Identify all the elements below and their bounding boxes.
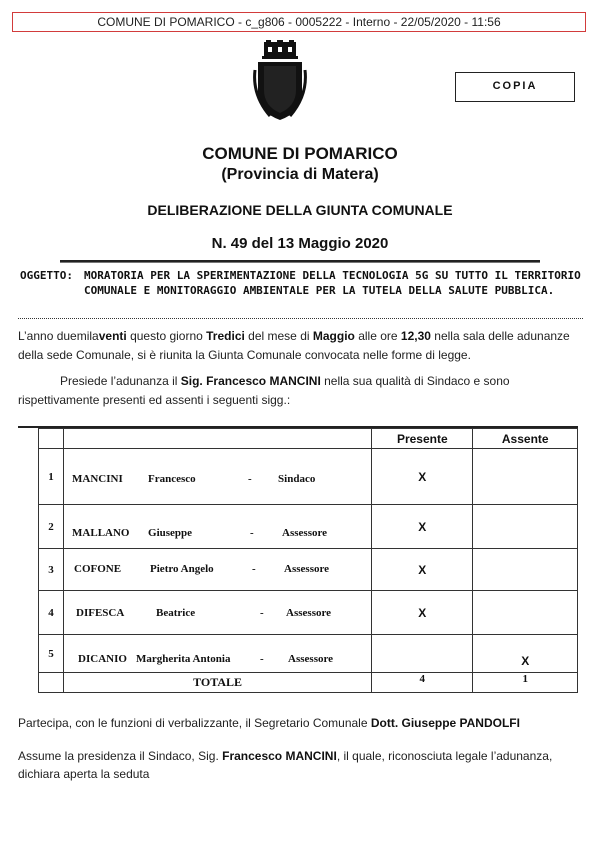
presente-mark: X — [372, 505, 473, 549]
intro-year: venti — [98, 329, 127, 343]
intro-text: alle ore — [354, 329, 401, 343]
municipality-title: COMUNE DI POMARICO — [202, 144, 398, 163]
title-rule-thin — [60, 262, 540, 263]
president-text: nella sua qualità di Sindaco e sono rispettivamente presenti ed assenti i seguenti sigg.: — [18, 374, 510, 407]
secretary-name: Dott. Giuseppe PANDOLFI — [370, 716, 520, 730]
assente-mark — [473, 591, 578, 635]
presente-mark: X — [372, 449, 473, 505]
deliberation-title: DELIBERAZIONE DELLA GIUNTA COMUNALE — [147, 202, 453, 218]
presente-mark: X — [372, 591, 473, 635]
row-number: 4 — [39, 591, 64, 635]
assente-mark — [473, 449, 578, 505]
presidency-name: Francesco MANCINI — [222, 749, 337, 763]
member-role: Assessore — [286, 607, 332, 619]
intro-paragraph — [18, 327, 588, 365]
member-firstname: Pietro Angelo — [150, 563, 214, 575]
member-dash: - — [250, 527, 254, 539]
table-total-row — [39, 673, 578, 693]
member-surname: MANCINI — [72, 473, 123, 485]
member-firstname: Beatrice — [156, 607, 196, 619]
total-label: TOTALE — [64, 673, 372, 693]
member-role: Assessore — [282, 527, 328, 539]
header-name — [64, 429, 372, 449]
president-name: Sig. Francesco MANCINI — [180, 374, 321, 388]
row-number: 3 — [39, 549, 64, 591]
member-role: Sindaco — [278, 473, 316, 485]
member-dash: - — [248, 473, 252, 485]
copia-stamp: COPIA — [455, 72, 575, 102]
presidency-paragraph — [18, 747, 588, 783]
protocol-stamp: COMUNE DI POMARICO - c_g806 - 0005222 - Interno - 22/05/2020 - 11:56 — [12, 12, 586, 32]
assente-mark — [473, 505, 578, 549]
assente-mark — [473, 549, 578, 591]
member-surname: DIFESCA — [76, 607, 125, 619]
intro-text: questo giorno — [126, 329, 207, 343]
member-cell — [64, 449, 372, 505]
member-dash: - — [252, 563, 256, 575]
member-role: Assessore — [284, 563, 330, 575]
row-number: 5 — [39, 635, 64, 673]
member-firstname: Margherita Antonia — [136, 653, 231, 665]
total-num-cell — [39, 673, 64, 693]
total-assenti: 1 — [473, 673, 578, 693]
member-surname: COFONE — [74, 563, 122, 575]
total-presenti: 4 — [372, 673, 473, 693]
member-cell — [64, 505, 372, 549]
table-row — [39, 591, 578, 635]
member-firstname: Giuseppe — [148, 527, 193, 539]
member-cell — [64, 591, 372, 635]
province-subtitle: (Provincia di Matera) — [221, 166, 379, 183]
table-row — [39, 449, 578, 505]
member-firstname: Francesco — [148, 473, 196, 485]
member-surname: MALLANO — [72, 527, 130, 539]
deliberation-number: N. 49 del 13 Maggio 2020 — [211, 235, 389, 252]
member-dash: - — [260, 607, 264, 619]
subject-label: OGGETTO: — [20, 269, 73, 282]
assente-mark: X — [473, 635, 578, 673]
intro-text: L’anno duemila — [18, 329, 99, 343]
member-surname: DICANIO — [78, 653, 127, 665]
attendance-table — [38, 428, 578, 693]
member-role: Assessore — [288, 653, 334, 665]
secretary-paragraph — [18, 714, 588, 732]
row-number: 2 — [39, 505, 64, 549]
table-row — [39, 505, 578, 549]
dotted-separator — [18, 318, 583, 319]
member-cell — [64, 549, 372, 591]
intro-month: Maggio — [312, 329, 355, 343]
table-header-row — [39, 429, 578, 449]
presidency-text: , il quale, riconosciuta legale l’adunanza, dichiara aperta la seduta — [18, 749, 553, 781]
table-row — [39, 549, 578, 591]
row-number: 1 — [39, 449, 64, 505]
header-presente: Presente — [372, 429, 473, 449]
subject-text: MORATORIA PER LA SPERIMENTAZIONE DELLA TECNOLOGIA 5G SU TUTTO IL TERRITORIO COMUNALE E MONITORAGGIO AMBIENTALE PER LA TUTELA DELLA SALUTE PUBBLICA. — [84, 269, 581, 297]
member-cell — [64, 635, 372, 673]
intro-text: del mese di — [244, 329, 313, 343]
president-paragraph — [18, 372, 588, 410]
coat-of-arms-icon — [252, 40, 308, 122]
header-num — [39, 429, 64, 449]
table-row — [39, 635, 578, 673]
president-text: Presiede l’adunanza il — [60, 374, 181, 388]
intro-time: 12,30 — [400, 329, 431, 343]
presidency-text: Assume la presidenza il Sindaco, Sig. — [18, 749, 223, 763]
presente-mark — [372, 635, 473, 673]
header-assente: Assente — [473, 429, 578, 449]
presente-mark: X — [372, 549, 473, 591]
intro-day: Tredici — [206, 329, 245, 343]
member-dash: - — [260, 653, 264, 665]
secretary-text: Partecipa, con le funzioni di verbalizzante, il Segretario Comunale — [18, 716, 371, 730]
intro-text: nella sala delle adunanze della sede Comunale, si è riunita la Giunta Comunale convocata nelle forme di legge. — [18, 329, 570, 362]
